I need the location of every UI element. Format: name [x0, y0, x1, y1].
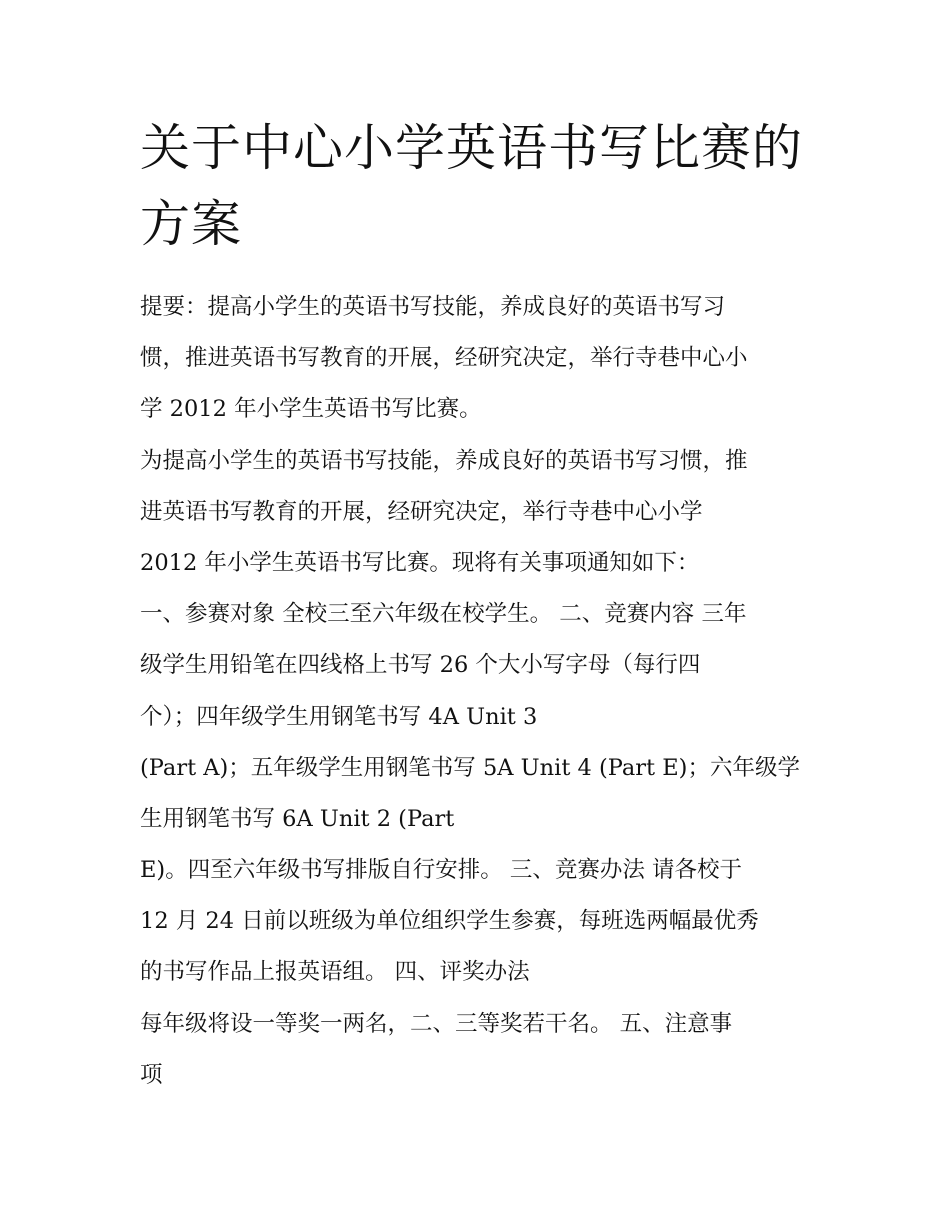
- body-line: 2012 年小学生英语书写比赛。现将有关事项通知如下：: [140, 549, 700, 576]
- body-line: 的书写作品上报英语组。 四、评奖办法: [140, 959, 530, 986]
- document-page: [140, 110, 820, 1101]
- document-body: [140, 282, 820, 1101]
- title-line: 方案: [140, 195, 242, 253]
- body-line: 级学生用铅笔在四线格上书写 26 个大小写字母（每行四: [140, 652, 701, 679]
- body-line: (Part A)；五年级学生用钢笔书写 5A Unit 4 (Part E)；六年级学: [140, 754, 800, 781]
- body-line: E)。四至六年级书写排版自行安排。 三、竞赛办法 请各校于: [140, 857, 743, 884]
- body-line: 进英语书写教育的开展，经研究决定，举行寺巷中心小学: [140, 498, 703, 525]
- body-line: 每年级将设一等奖一两名，二、三等奖若干名。 五、注意事: [140, 1010, 733, 1037]
- body-line: 个）；四年级学生用钢笔书写 4A Unit 3: [140, 703, 538, 730]
- body-line: 生用钢笔书写 6A Unit 2 (Part: [140, 805, 455, 832]
- body-line: 惯，推进英语书写教育的开展，经研究决定，举行寺巷中心小: [140, 345, 748, 372]
- body-line: 项: [140, 1061, 163, 1088]
- body-line: 一、参赛对象 全校三至六年级在校学生。 二、竞赛内容 三年: [140, 601, 747, 628]
- title-line: 关于中心小学英语书写比赛的: [140, 119, 803, 177]
- document-title: [140, 110, 820, 262]
- body-line: 学 2012 年小学生英语书写比赛。: [140, 396, 482, 423]
- body-line: 12 月 24 日前以班级为单位组织学生参赛，每班选两幅最优秀: [140, 908, 759, 935]
- body-line: 为提高小学生的英语书写技能，养成良好的英语书写习惯，推: [140, 447, 748, 474]
- body-line: 提要：提高小学生的英语书写技能，养成良好的英语书写习: [140, 294, 726, 320]
